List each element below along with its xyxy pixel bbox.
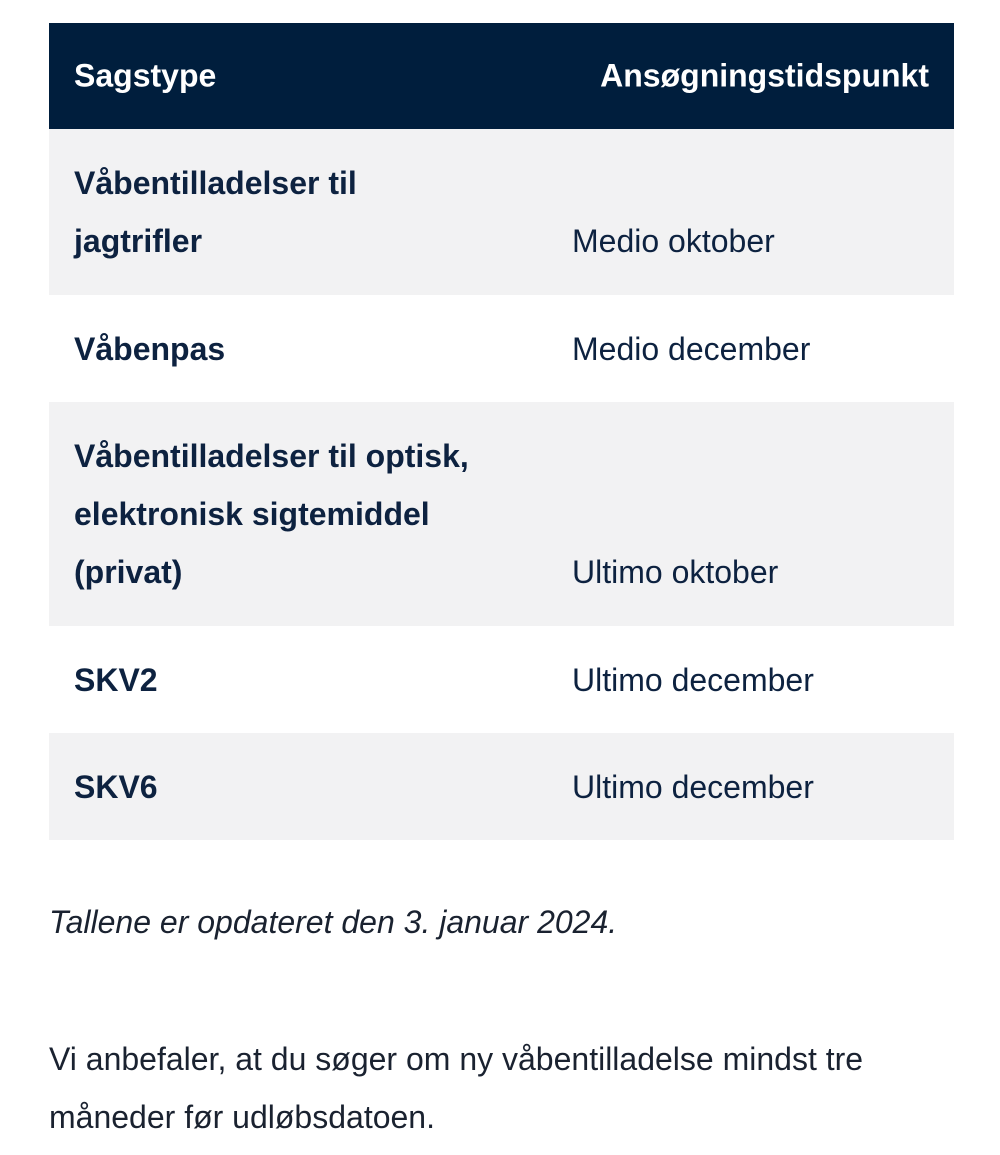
application-times-table [49,23,954,840]
table-row [49,295,954,402]
table-row [49,402,954,626]
row-type-line: Våbenpas [74,331,226,367]
row-type [49,154,544,270]
row-type [49,427,544,601]
paragraph-line: Vi anbefaler, at du søger om ny våbentilladelse mindst tre [49,1041,864,1077]
row-type-line: Våbentilladelser til optisk, [74,438,469,474]
header-ansoegningstidspunkt: Ansøgningstidspunkt [600,57,929,94]
row-time: Medio december [572,331,811,367]
update-note: Tallene er opdateret den 3. januar 2024. [49,904,618,940]
recommendation-paragraph [49,1030,949,1146]
header-sagstype: Sagstype [74,57,217,94]
row-type-line: SKV6 [74,769,158,805]
table-row [49,626,954,733]
row-type [49,651,544,709]
table-row [49,733,954,840]
row-time: Ultimo december [572,662,814,698]
paragraph-line: måneder før udløbsdatoen. [49,1099,435,1135]
row-type-line: SKV2 [74,662,158,698]
table-row [49,129,954,295]
row-type-line: elektronisk sigtemiddel [74,496,430,532]
row-time: Ultimo oktober [572,554,779,590]
row-type-line: jagtrifler [74,223,203,259]
row-time: Medio oktober [572,223,775,259]
table-header [49,23,954,129]
row-type [49,758,544,816]
row-type-line: (privat) [74,554,183,590]
row-type [49,320,544,378]
row-type-line: Våbentilladelser til [74,165,357,201]
row-time: Ultimo december [572,769,814,805]
